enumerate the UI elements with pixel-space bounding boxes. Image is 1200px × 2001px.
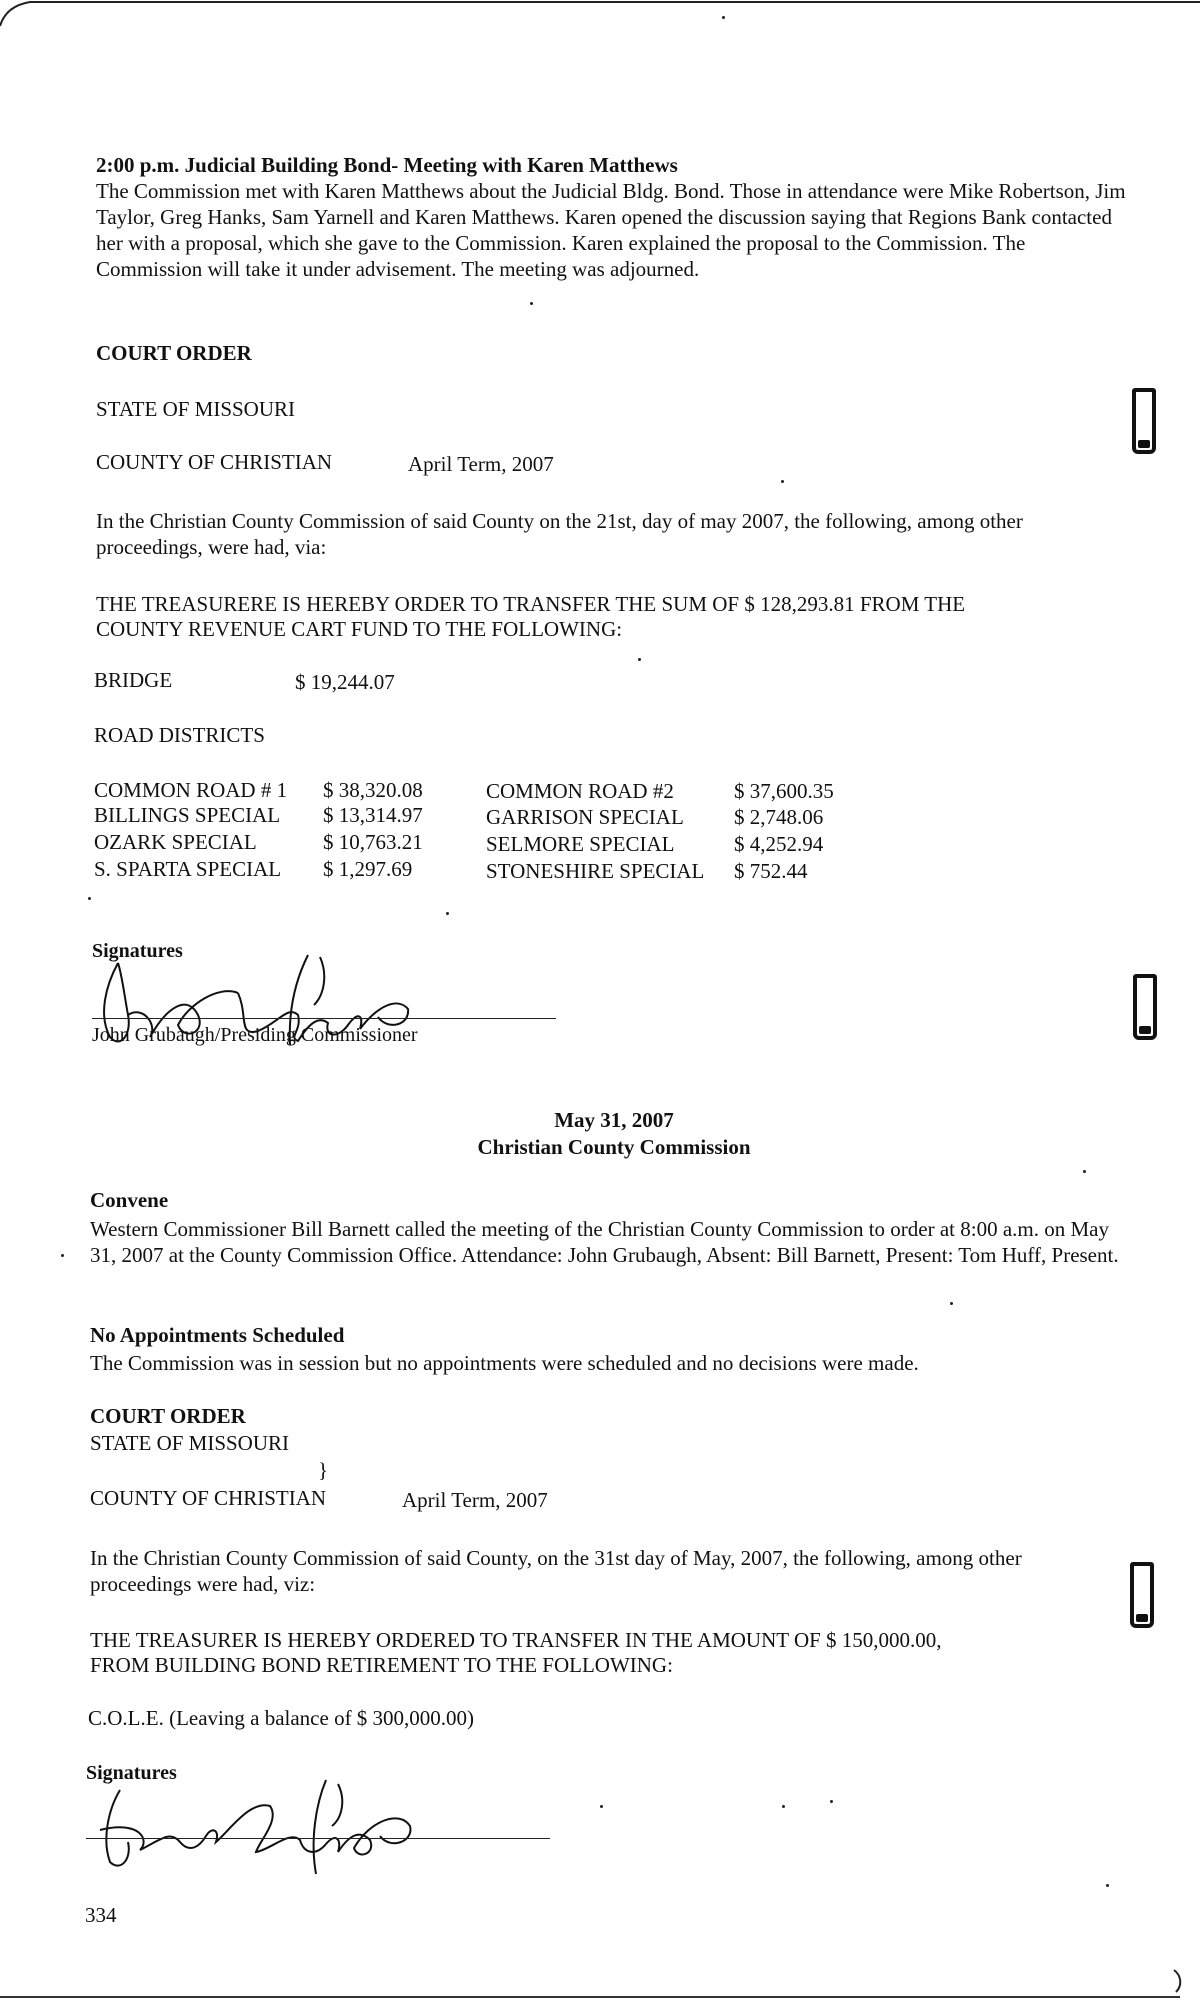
road-row-left-name: S. SPARTA SPECIAL <box>94 857 282 881</box>
bridge-label: BRIDGE <box>94 668 173 692</box>
order2-term: April Term, 2007 <box>402 1488 548 1512</box>
order1-intro: In the Christian County Commission of said County on the 21st, day of may 2007, the following, among other proceedings, were had, via: <box>96 509 1023 559</box>
page-number: 334 <box>85 1903 117 1927</box>
road-row-right-amount: $ 752.44 <box>734 859 808 883</box>
scan-edge-bottom <box>0 1996 1180 1998</box>
binder-clip-mark <box>1132 388 1156 454</box>
order2-intro: In the Christian County Commission of said County, on the 31st day of May, 2007, the following, among other proceedings were had, viz: <box>90 1546 1022 1596</box>
road-row-right-name: SELMORE SPECIAL <box>486 832 675 856</box>
order1-signature-line <box>92 1018 556 1019</box>
order2-county: COUNTY OF CHRISTIAN <box>90 1486 327 1510</box>
scan-speck <box>61 1254 64 1257</box>
scan-speck <box>638 658 641 661</box>
scan-edge-mark <box>1172 1968 1186 1994</box>
scan-speck <box>1083 1170 1086 1173</box>
order2-transfer-line1: THE TREASURER IS HEREBY ORDERED TO TRANSFER IN THE AMOUNT OF $ 150,000.00, <box>90 1628 942 1652</box>
scan-speck <box>530 302 533 305</box>
road-row-right-amount: $ 2,748.06 <box>734 805 824 829</box>
scan-speck <box>600 1805 603 1808</box>
order2-state: STATE OF MISSOURI <box>90 1431 290 1455</box>
order2-signature-line <box>86 1838 550 1839</box>
meeting2-body-name: Christian County Commission <box>477 1135 751 1159</box>
order1-signatures-label: Signatures <box>92 940 183 962</box>
order1-state: STATE OF MISSOURI <box>96 397 296 421</box>
scan-speck <box>88 897 91 900</box>
road-row-left-name: OZARK SPECIAL <box>94 830 257 854</box>
no-appointments-body: The Commission was in session but no appointments were scheduled and no decisions were made. <box>90 1351 919 1375</box>
meeting1-heading: 2:00 p.m. Judicial Building Bond- Meeting with Karen Matthews <box>96 153 678 177</box>
order1-county: COUNTY OF CHRISTIAN <box>96 450 333 474</box>
order2-transfer-line2: FROM BUILDING BOND RETIREMENT TO THE FOLLOWING: <box>90 1653 673 1677</box>
road-row-right-amount: $ 4,252.94 <box>734 832 824 856</box>
binder-clip-mark <box>1130 1562 1154 1628</box>
road-row-right-name: STONESHIRE SPECIAL <box>486 859 705 883</box>
scan-speck <box>781 480 784 483</box>
scan-speck <box>1106 1884 1109 1887</box>
order1-heading: COURT ORDER <box>96 341 252 365</box>
road-row-right-name: COMMON ROAD #2 <box>486 779 674 803</box>
road-row-left-name: COMMON ROAD # 1 <box>94 778 288 802</box>
scan-edge-top-left <box>0 0 1200 30</box>
road-row-left-name: BILLINGS SPECIAL <box>94 803 281 827</box>
scan-speck <box>446 912 449 915</box>
order1-term: April Term, 2007 <box>408 452 554 476</box>
order1-transfer-line2: COUNTY REVENUE CART FUND TO THE FOLLOWING: <box>96 617 623 641</box>
order2-heading: COURT ORDER <box>90 1404 246 1428</box>
scan-speck <box>830 1800 833 1803</box>
order2-brace: } <box>318 1458 329 1482</box>
order1-transfer-line1: THE TREASURERE IS HEREBY ORDER TO TRANSFER THE SUM OF $ 128,293.81 FROM THE <box>96 592 966 616</box>
order1-signer: John Grubaugh/Presiding Commissioner <box>92 1024 418 1046</box>
convene-body: Western Commissioner Bill Barnett called the meeting of the Christian County Commission to order at 8:00 a.m. on May 31, 2007 at the County Commission Office. Attendance: John Grubaugh, Absent: Bill Barnett, Present: Tom Huff, Present. <box>90 1217 1119 1267</box>
binder-clip-mark <box>1133 974 1157 1040</box>
bridge-amount: $ 19,244.07 <box>295 670 395 694</box>
road-row-left-amount: $ 13,314.97 <box>323 803 423 827</box>
meeting1-body: The Commission met with Karen Matthews about the Judicial Bldg. Bond. Those in attendance were Mike Robertson, Jim Taylor, Greg Hanks, Sam Yarnell and Karen Matthews. Karen opened the discussion saying that Regions Bank contacted her with a proposal, which she gave to the Commission. Karen explained the proposal to the Commission. The Commission will take it under advisement. The meeting was adjourned. <box>96 179 1126 281</box>
scan-speck <box>950 1302 953 1305</box>
order2-signatures-label: Signatures <box>86 1762 177 1784</box>
cole-line: C.O.L.E. (Leaving a balance of $ 300,000.00) <box>88 1706 475 1730</box>
road-row-left-amount: $ 38,320.08 <box>323 778 423 802</box>
no-appointments-heading: No Appointments Scheduled <box>90 1323 345 1347</box>
scan-speck <box>782 1805 785 1808</box>
road-row-right-amount: $ 37,600.35 <box>734 779 834 803</box>
scan-speck <box>722 16 725 19</box>
road-row-left-amount: $ 1,297.69 <box>323 857 413 881</box>
road-row-left-amount: $ 10,763.21 <box>323 830 423 854</box>
meeting2-date: May 31, 2007 <box>554 1108 674 1132</box>
road-districts-label: ROAD DISTRICTS <box>94 723 265 747</box>
road-row-right-name: GARRISON SPECIAL <box>486 805 684 829</box>
signature-image <box>80 1770 430 1880</box>
convene-heading: Convene <box>90 1188 169 1212</box>
